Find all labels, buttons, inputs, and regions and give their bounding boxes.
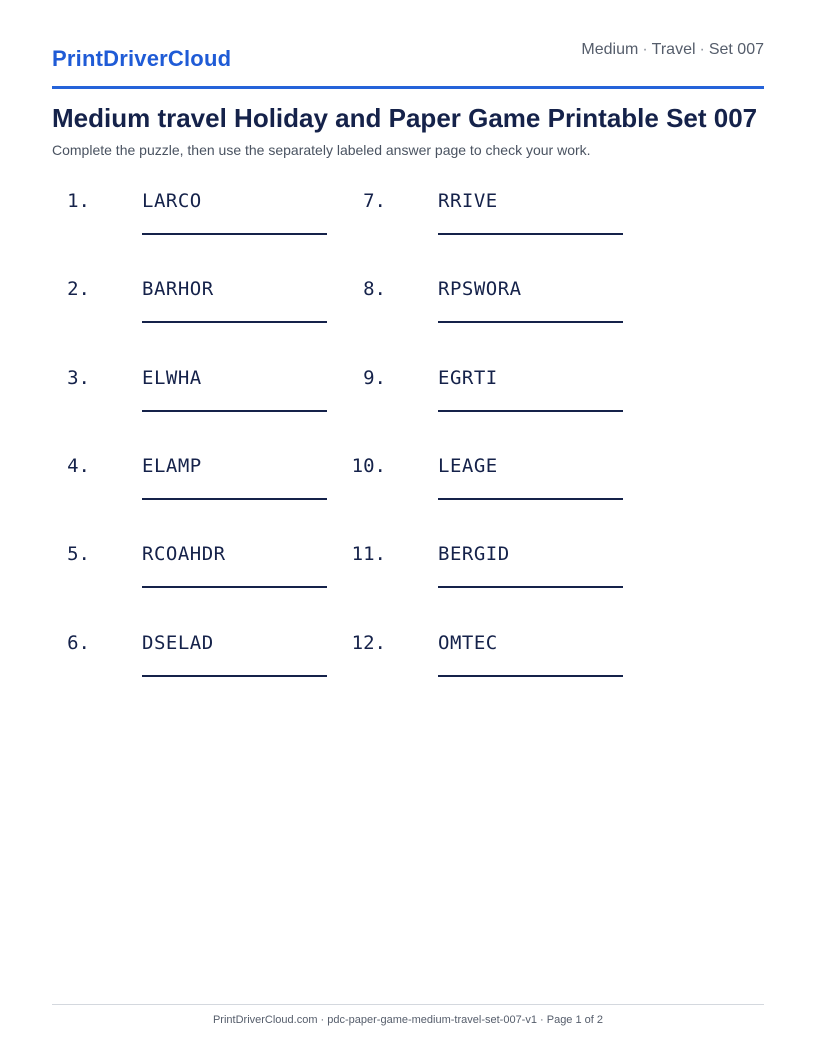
puzzle-item [52, 543, 312, 623]
answer-blank[interactable] [438, 498, 623, 500]
puzzle-item [348, 278, 608, 358]
page-title: Medium travel Holiday and Paper Game Printable Set 007 [52, 103, 758, 133]
meta-separator: · [699, 41, 705, 58]
puzzle-item [52, 190, 312, 270]
set-label: Set 007 [708, 41, 764, 58]
puzzle-item [348, 367, 608, 447]
scrambled-word: ELWHA [142, 367, 202, 389]
puzzle-item [52, 278, 312, 358]
puzzle-item [348, 190, 608, 270]
theme-label: Travel [651, 41, 696, 58]
puzzle-item [52, 367, 312, 447]
difficulty-label: Medium [581, 41, 639, 58]
scrambled-word: RPSWORA [438, 278, 522, 300]
answer-blank[interactable] [438, 586, 623, 588]
answer-blank[interactable] [142, 233, 327, 235]
scrambled-word: RCOAHDR [142, 543, 226, 565]
scrambled-word: EGRTI [438, 367, 498, 389]
puzzle-item [348, 543, 608, 623]
scrambled-word: RRIVE [438, 190, 498, 212]
scrambled-word: BARHOR [142, 278, 214, 300]
puzzle-item [348, 455, 608, 535]
puzzle-item [52, 632, 312, 712]
scrambled-word: ELAMP [142, 455, 202, 477]
item-number: 3. [67, 367, 90, 389]
scrambled-word: DSELAD [142, 632, 214, 654]
header-meta [581, 41, 764, 59]
scrambled-word: OMTEC [438, 632, 498, 654]
item-number: 8. [363, 278, 386, 300]
answer-blank[interactable] [142, 498, 327, 500]
scrambled-word: LARCO [142, 190, 202, 212]
puzzle-item [348, 632, 608, 712]
puzzle-item [52, 455, 312, 535]
brand-logo: PrintDriverCloud [52, 46, 232, 71]
answer-blank[interactable] [438, 321, 623, 323]
item-number: 9. [363, 367, 386, 389]
scrambled-word: BERGID [438, 543, 510, 565]
item-number: 1. [67, 190, 90, 212]
item-number: 5. [67, 543, 90, 565]
answer-blank[interactable] [142, 410, 327, 412]
answer-blank[interactable] [142, 586, 327, 588]
page-subtitle: Complete the puzzle, then use the separately labeled answer page to check your work. [52, 142, 591, 158]
answer-blank[interactable] [438, 675, 623, 677]
item-number: 6. [67, 632, 90, 654]
answer-blank[interactable] [142, 321, 327, 323]
page-footer: PrintDriverCloud.com · pdc-paper-game-medium-travel-set-007-v1 · Page 1 of 2 [52, 1004, 764, 1026]
answer-blank[interactable] [142, 675, 327, 677]
answer-blank[interactable] [438, 233, 623, 235]
item-number: 4. [67, 455, 90, 477]
scrambled-word: LEAGE [438, 455, 498, 477]
item-number: 10. [351, 455, 386, 477]
item-number: 11. [351, 543, 386, 565]
page-header [52, 38, 764, 89]
item-number: 12. [351, 632, 386, 654]
answer-blank[interactable] [438, 410, 623, 412]
item-number: 2. [67, 278, 90, 300]
meta-separator: · [642, 41, 648, 58]
item-number: 7. [363, 190, 386, 212]
